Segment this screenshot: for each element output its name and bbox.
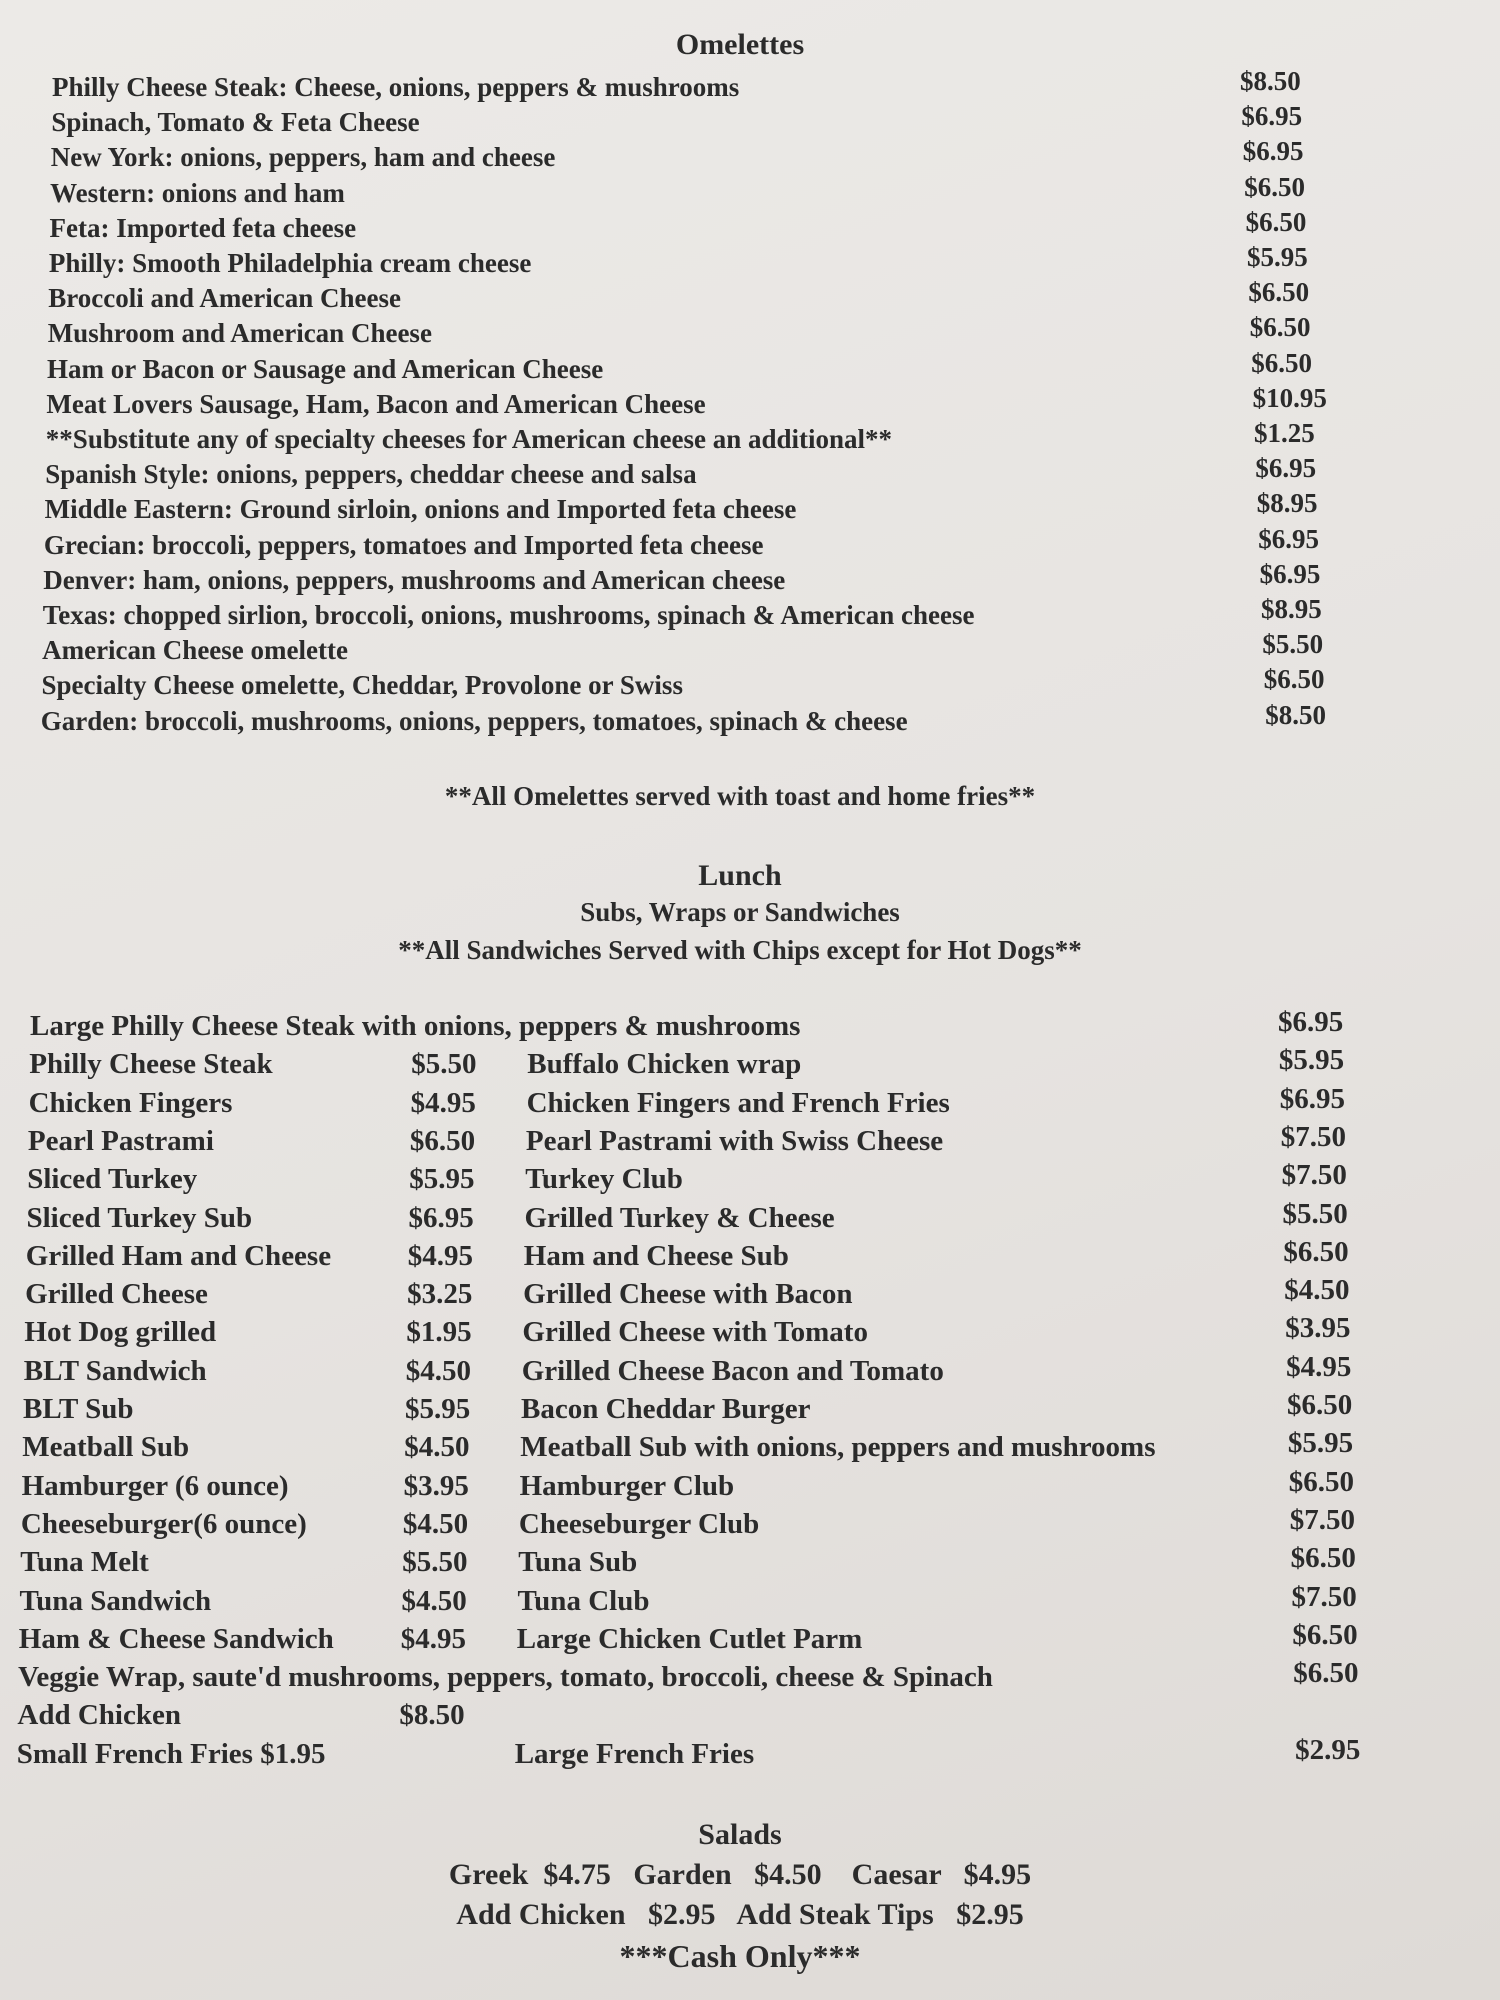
lunch-item-name: Large French Fries xyxy=(514,1737,755,1770)
omelette-name: **Substitute any of specialty cheeses for American cheese an additional** xyxy=(45,424,893,454)
lunch-item-price: $5.95 xyxy=(405,1393,471,1425)
lunch-item-name: Tuna Sub xyxy=(518,1546,638,1579)
lunch-row xyxy=(0,1542,1500,1584)
lunch-item-price: $7.50 xyxy=(1291,1580,1357,1613)
lunch-row xyxy=(0,1197,1500,1240)
lunch-item-name: Ham and Cheese Sub xyxy=(523,1239,789,1272)
lunch-item-price: $7.50 xyxy=(1281,1159,1347,1192)
lunch-item-price: $4.95 xyxy=(410,1086,476,1119)
lunch-item-name: Chicken Fingers and French Fries xyxy=(526,1086,950,1119)
lunch-item-name: Cheeseburger(6 ounce) xyxy=(20,1507,307,1540)
lunch-item-price: $7.50 xyxy=(1280,1120,1346,1153)
lunch-item-price: $3.95 xyxy=(403,1469,469,1502)
lunch-item-price: $4.50 xyxy=(404,1431,470,1464)
lunch-heading: Lunch xyxy=(698,859,782,892)
lunch-item-price: $4.95 xyxy=(400,1622,467,1655)
lunch-item-name: Buffalo Chicken wrap xyxy=(527,1048,802,1081)
lunch-item-price: $6.95 xyxy=(408,1201,474,1234)
lunch-item-name: Hot Dog grilled xyxy=(24,1316,217,1349)
omelette-name: Texas: chopped sirlion, broccoli, onions, mushrooms, spinach & American cheese xyxy=(42,600,975,630)
omelette-price: $6.50 xyxy=(1251,347,1312,378)
lunch-item-name: Hamburger Club xyxy=(519,1469,735,1502)
lunch-item-name: Meatball Sub with onions, peppers and mushrooms xyxy=(520,1431,1156,1464)
omelette-name: Philly Cheese Steak: Cheese, onions, peppers & mushrooms xyxy=(52,72,740,102)
omelette-price: $5.95 xyxy=(1247,242,1308,272)
omelette-price: $8.95 xyxy=(1256,488,1318,519)
lunch-item-name: Ham & Cheese Sandwich xyxy=(18,1622,334,1655)
lunch-row xyxy=(0,1465,1500,1508)
omelette-name: Middle Eastern: Ground sirloin, onions and Imported feta cheese xyxy=(44,494,797,525)
lunch-note: **All Sandwiches Served with Chips except for Hot Dogs** xyxy=(398,935,1082,965)
lunch-item-price: $6.50 xyxy=(1287,1389,1353,1421)
omelette-price: $6.50 xyxy=(1245,206,1307,237)
lunch-item-price: $4.50 xyxy=(402,1507,469,1540)
lunch-item-price: $4.50 xyxy=(405,1354,471,1387)
lunch-item-price: $6.95 xyxy=(1279,1082,1346,1115)
omelette-price: $6.50 xyxy=(1249,312,1311,343)
lunch-row xyxy=(0,1274,1500,1316)
lunch-item-price: $4.95 xyxy=(1286,1350,1352,1383)
omelette-price: $6.95 xyxy=(1255,453,1317,484)
lunch-item-name: BLT Sandwich xyxy=(23,1354,207,1387)
lunch-item-name: Grilled Cheese with Bacon xyxy=(523,1278,853,1311)
omelette-price: $6.95 xyxy=(1242,136,1304,167)
lunch-item-price: $4.50 xyxy=(401,1584,467,1617)
omelette-price: $6.95 xyxy=(1259,558,1321,589)
lunch-item-price: $6.50 xyxy=(1292,1618,1358,1651)
lunch-item-price: $2.95 xyxy=(1295,1733,1361,1766)
lunch-item-price: $5.50 xyxy=(1282,1197,1348,1230)
omelette-price: $10.95 xyxy=(1252,382,1327,413)
omelette-name: Garden: broccoli, mushrooms, onions, peppers, tomatoes, spinach & cheese xyxy=(40,705,908,736)
lunch-row xyxy=(0,1006,1500,1048)
lunch-row xyxy=(0,1699,1500,1737)
omelette-item xyxy=(0,699,1500,742)
lunch-item-name: Tuna Melt xyxy=(20,1546,149,1579)
lunch-item-name: Pearl Pastrami xyxy=(27,1124,214,1157)
lunch-item-name: Cheeseburger Club xyxy=(518,1507,760,1540)
lunch-item-name: Pearl Pastrami with Swiss Cheese xyxy=(525,1124,944,1157)
lunch-item-name: Meatball Sub xyxy=(22,1431,190,1464)
omelette-price: $8.50 xyxy=(1265,699,1326,730)
omelette-price: $8.50 xyxy=(1240,66,1301,96)
lunch-item-name: Sliced Turkey Sub xyxy=(26,1201,253,1234)
cash-only-notice: ***Cash Only*** xyxy=(619,1938,861,1974)
lunch-item-price: $6.95 xyxy=(1278,1006,1344,1038)
lunch-row xyxy=(0,1312,1500,1354)
lunch-item-price: $3.95 xyxy=(1285,1312,1351,1345)
lunch-item-name: Grilled Turkey & Cheese xyxy=(524,1201,835,1234)
lunch-item-price: $6.50 xyxy=(409,1124,476,1157)
lunch-row xyxy=(0,1580,1500,1623)
lunch-item-price: $6.50 xyxy=(1293,1657,1359,1690)
lunch-item-price: $6.50 xyxy=(1288,1465,1355,1498)
omelette-name: Spinach, Tomato & Feta Cheese xyxy=(51,107,420,138)
lunch-item-price: $5.95 xyxy=(1287,1427,1354,1460)
omelette-price: $6.50 xyxy=(1248,277,1310,308)
omelette-price: $1.25 xyxy=(1254,418,1315,448)
lunch-item-name: Small French Fries $1.95 xyxy=(16,1737,326,1770)
lunch-item-price: $5.50 xyxy=(411,1048,477,1081)
lunch-item-name: Turkey Club xyxy=(525,1163,683,1196)
lunch-item-name: Large Philly Cheese Steak with onions, peppers & mushrooms xyxy=(30,1010,801,1042)
lunch-row xyxy=(0,1733,1500,1776)
lunch-item-name: Veggie Wrap, saute'd mushrooms, peppers, tomato, broccoli, cheese & Spinach xyxy=(18,1661,993,1694)
lunch-row xyxy=(0,1159,1500,1201)
omelette-price: $6.95 xyxy=(1241,101,1303,132)
omelette-name: Specialty Cheese omelette, Cheddar, Provolone or Swiss xyxy=(41,670,683,701)
lunch-item-name: Add Chicken xyxy=(17,1699,181,1732)
omelette-name: New York: onions, peppers, ham and cheese xyxy=(50,142,556,173)
lunch-item-name: BLT Sub xyxy=(23,1393,134,1425)
lunch-item-name: Chicken Fingers xyxy=(28,1086,233,1119)
omelette-name: Spanish Style: onions, peppers, cheddar cheese and salsa xyxy=(45,459,697,490)
omelette-price: $8.95 xyxy=(1261,594,1322,624)
lunch-item-name: Hamburger (6 ounce) xyxy=(21,1469,289,1502)
omelette-price: $6.50 xyxy=(1263,664,1325,695)
lunch-item-name: Tuna Sandwich xyxy=(19,1584,212,1617)
salads-prices: Greek $4.75 Garden $4.50 Caesar $4.95 xyxy=(448,1858,1032,1891)
salads-addons: Add Chicken $2.95 Add Steak Tips $2.95 xyxy=(456,1898,1024,1931)
lunch-row xyxy=(0,1082,1500,1125)
lunch-item-price: $4.95 xyxy=(407,1239,474,1272)
lunch-item-name: Tuna Club xyxy=(517,1584,650,1617)
lunch-row xyxy=(0,1503,1500,1546)
omelette-name: American Cheese omelette xyxy=(42,635,348,666)
lunch-row xyxy=(0,1657,1500,1699)
omelette-name: Broccoli and American Cheese xyxy=(48,283,401,314)
omelette-price: $6.95 xyxy=(1258,523,1319,554)
lunch-item-name: Grilled Ham and Cheese xyxy=(25,1239,332,1272)
omelette-name: Ham or Bacon or Sausage and American Cheese xyxy=(47,353,604,384)
lunch-item-price: $6.50 xyxy=(1283,1235,1349,1268)
omelettes-note: **All Omelettes served with toast and home fries** xyxy=(444,781,1036,811)
lunch-item-price: $5.50 xyxy=(402,1546,468,1579)
lunch-item-price: $4.50 xyxy=(1284,1274,1350,1307)
lunch-row xyxy=(0,1120,1500,1163)
lunch-item-name: Grilled Cheese Bacon and Tomato xyxy=(521,1354,944,1387)
lunch-item-price: $8.50 xyxy=(399,1699,465,1732)
omelette-name: Mushroom and American Cheese xyxy=(47,318,432,349)
lunch-row xyxy=(0,1389,1500,1431)
lunch-subtitle: Subs, Wraps or Sandwiches xyxy=(580,897,900,927)
omelette-name: Philly: Smooth Philadelphia cream cheese xyxy=(48,248,532,278)
salads-heading: Salads xyxy=(698,1818,782,1851)
omelette-name: Grecian: broccoli, peppers, tomatoes and Imported feta cheese xyxy=(43,529,764,560)
lunch-item-price: $6.50 xyxy=(1290,1542,1356,1575)
lunch-item-name: Philly Cheese Steak xyxy=(29,1048,273,1081)
omelette-price: $5.50 xyxy=(1262,629,1324,660)
omelette-name: Meat Lovers Sausage, Ham, Bacon and American Cheese xyxy=(46,388,706,419)
lunch-row xyxy=(0,1427,1500,1469)
omelette-name: Denver: ham, onions, peppers, mushrooms and American cheese xyxy=(43,564,786,595)
lunch-row xyxy=(0,1235,1500,1278)
lunch-row xyxy=(0,1618,1500,1661)
lunch-item-name: Sliced Turkey xyxy=(27,1163,198,1196)
lunch-item-price: $1.95 xyxy=(406,1316,472,1349)
lunch-item-name: Bacon Cheddar Burger xyxy=(521,1393,811,1425)
lunch-item-price: $3.25 xyxy=(407,1278,473,1311)
lunch-item-price: $5.95 xyxy=(1278,1044,1345,1077)
lunch-row xyxy=(0,1044,1500,1086)
omelette-name: Western: onions and ham xyxy=(50,177,345,208)
lunch-row xyxy=(0,1350,1500,1393)
lunch-item-name: Grilled Cheese with Tomato xyxy=(522,1316,868,1349)
lunch-item-price: $7.50 xyxy=(1289,1503,1355,1536)
omelette-price: $6.50 xyxy=(1244,171,1305,202)
omelette-name: Feta: Imported feta cheese xyxy=(49,212,357,243)
lunch-item-name: Large Chicken Cutlet Parm xyxy=(516,1622,863,1655)
lunch-item-price: $5.95 xyxy=(409,1163,475,1196)
lunch-item-name: Grilled Cheese xyxy=(25,1278,208,1311)
omelettes-heading: Omelettes xyxy=(675,28,805,61)
